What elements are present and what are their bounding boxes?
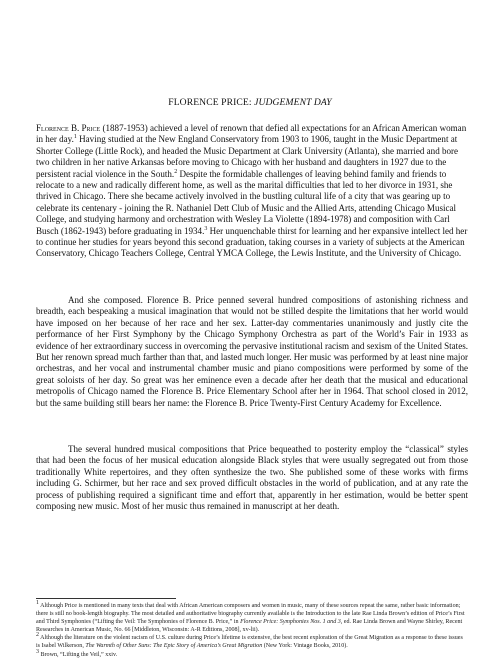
paragraph-1-text-c: Despite the formidable challenges of leaving behind family and friends to relocate to a new and radically different home, as well as the marital difficulties that led to her divorce in 1931, she thrived in Chicago. There she became actively involved in the bustling cultural life of a city that was gearing up to celebrate its centenary - joining the R. Nathaniel Dett Club of Music and the Allied Arts, attending Chicago Musical College, and studying harmony and orchestration with Wesley La Violette (1894-1978) and composition with Carl Busch (1862-1943) before graduating in 1934. — [36, 168, 457, 236]
footnote-1 — [36, 599, 468, 634]
paragraph-3-text: The several hundred musical compositions that Price bequeathed to posterity employ the “classical” styles that had been the focus of her musical education alongside Black styles that were usually segregated out from those traditionally White repertoires, and they often synthesize the two. She published some of these works with firms including G. Schirmer, but her race and sex proved difficult obstacles in the world of publication, and at any rate the process of publishing required a significant time and effort that, apparently in her estimation, would be better spent composing new music. Most of her music thus remained in manuscript at her death. — [36, 444, 468, 512]
footnote-2-mark: 2 — [36, 632, 39, 639]
paragraph-1-text-b: Having studied at the New England Conservatory from 1903 to 1906, taught in the Music Department at Shorter College (Little Rock), and headed the Music Department at Clark University (Atlanta), she married and bore two children in her native Arkansas before moving to Chicago with her husband and daughters in 1927 due to the persistent racial violence in the South. — [36, 134, 459, 179]
document-title — [0, 97, 500, 108]
paragraph-1 — [36, 123, 468, 260]
footnote-ref-3[interactable]: 3 — [204, 225, 208, 232]
footnotes — [36, 599, 468, 659]
title-work: JUDGEMENT DAY — [254, 97, 332, 108]
paragraph-1-text-d: Her unquenchable thirst for learning and her expansive intellect led her to continue her studies for years beyond this second graduation, taking courses in a variety of subjects at the American Conservatory, Chicago Teachers College, Central YMCA College, the Lewis Institute, and the University of Chicago. — [36, 225, 468, 259]
footnote-3-mark: 3 — [36, 648, 39, 655]
footnote-3-text: Brown, “Lifting the Veil,” xxiv. — [39, 651, 118, 658]
footnote-2-text-a: Although the literature on the violent racism of U.S. culture during Price’s lifetime is extensive, the best recent exploration of the Great Migration as a response to these issues is Isabel Wilkerson, — [36, 635, 463, 650]
footnote-1-text-a: Although Price is mentioned in many texts that deal with African American composers and women in music, many of these sources repeat the same, rather basic information; there is still no book-length biography. The most detailed and authoritative biography currently available is the Introduction to the late Rae Linda Brown’s edition of Price’s First and Third Symphonies (“Lifting the Veil: The Symphonies of Florence B. Price,” in — [36, 603, 465, 626]
footnote-1-book-title: Florence Price: Symphonies Nos. 1 and 3 — [240, 619, 341, 626]
paragraph-1-text-a: (1887-1953) achieved a level of renown that defied all expectations for an African American woman in her day. — [36, 123, 467, 145]
paragraph-3 — [36, 444, 468, 512]
footnote-2-text-b: (New York: Vintage Books, 2010). — [262, 643, 348, 650]
footnote-2 — [36, 634, 468, 650]
footnote-1-text-b: , ed. Rae Linda Brown and Wayne Shirley, Recent Researches in American Music, No. 66 [Middleton, Wisconsin: A-R Editions, 2008], xv-lii). — [36, 619, 463, 634]
paragraph-2 — [36, 295, 468, 409]
composer-name: Florence B. Price — [36, 123, 101, 133]
footnote-ref-1[interactable]: 1 — [73, 134, 77, 141]
footnote-3 — [36, 648, 468, 659]
title-prefix: FLORENCE PRICE: — [168, 97, 255, 108]
footnote-divider — [36, 598, 176, 599]
paragraph-2-text: And she composed. Florence B. Price penned several hundred compositions of astonishing richness and breadth, each bespeaking a musical imagination that would not be stilled despite the limitations that her world would have imposed on her because of her race and her sex. Latter-day commentaries unanimously and justly cite the performance of her First Symphony by the Chicago Symphony Orchestra as part of the World’s Fair in 1933 as evidence of her extraordinary success in overcoming the pervasive institutional racism and sexism of the United States. But her renown spread much farther than that, and lasted much longer. Her music was performed by at least nine major orchestras, and her vocal and instrumental chamber music and piano compositions were performed by some of the great soloists of her day. So great was her eminence even a decade after her death that the musical and educational metropolis of Chicago named the Florence B. Price Elementary School after her in 1964. That school closed in 2012, but the same building still bears her name: the Florence B. Price Twenty-First Century Academy for Excellence. — [36, 295, 468, 408]
footnote-ref-2[interactable]: 2 — [174, 168, 178, 175]
footnote-2-book-title: The Warmth of Other Suns: The Epic Story of America’s Great Migration — [85, 643, 263, 650]
footnote-1-mark: 1 — [36, 599, 39, 606]
